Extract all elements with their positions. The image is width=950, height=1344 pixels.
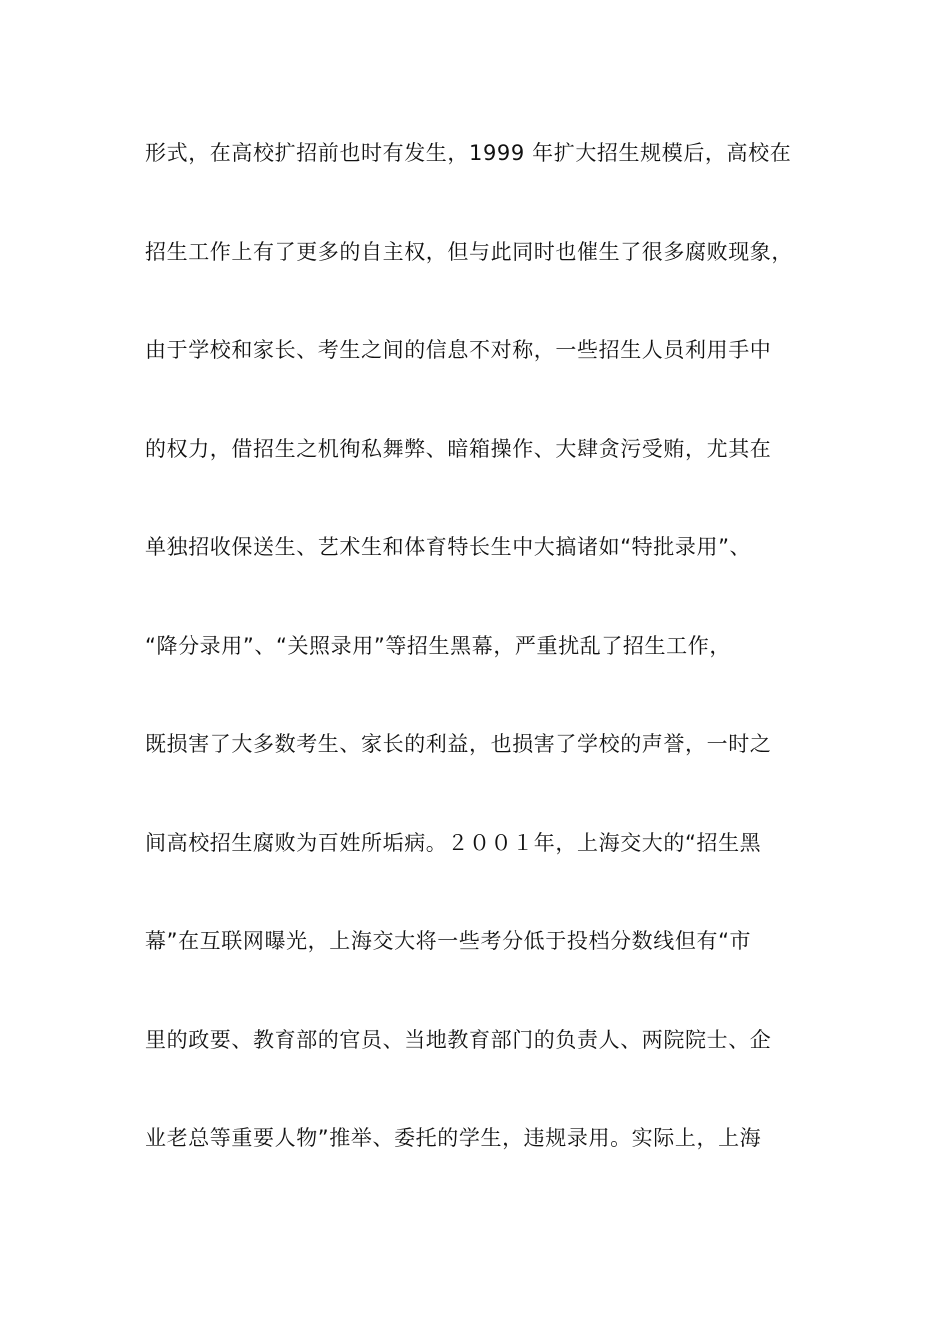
text-line: 里的政要、教育部的官员、当地教育部门的负责人、两院院士、企 bbox=[145, 1027, 772, 1052]
text-line: 形式，在高校扩招前也时有发生，1999 年扩大招生规模后，高校在 bbox=[145, 141, 792, 165]
text-line: 既损害了大多数考生、家长的利益，也损害了学校的声誉，一时之 bbox=[145, 732, 772, 756]
text-line: 的权力，借招生之机徇私舞弊、暗箱操作、大肆贪污受贿，尤其在 bbox=[145, 436, 772, 461]
text-line: 业老总等重要人物”推举、委托的学生，违规录用。实际上，上海 bbox=[145, 1126, 762, 1150]
text-line: 单独招收保送生、艺术生和体育特长生中大搞诸如“特批录用”、 bbox=[145, 535, 752, 559]
text-line: 由于学校和家长、考生之间的信息不对称，一些招生人员利用手中 bbox=[145, 338, 772, 362]
text-line: “降分录用”、“关照录用”等招生黑幕，严重扰乱了招生工作， bbox=[145, 633, 731, 658]
text-line: 幕”在互联网曝光，上海交大将一些考分低于投档分数线但有“市 bbox=[145, 929, 752, 953]
text-line: 间高校招生腐败为百姓所垢病。２００１年，上海交大的“招生黑 bbox=[145, 830, 762, 855]
body-text bbox=[145, 129, 815, 1213]
text-line: 招生工作上有了更多的自主权，但与此同时也催生了很多腐败现象， bbox=[145, 239, 793, 264]
